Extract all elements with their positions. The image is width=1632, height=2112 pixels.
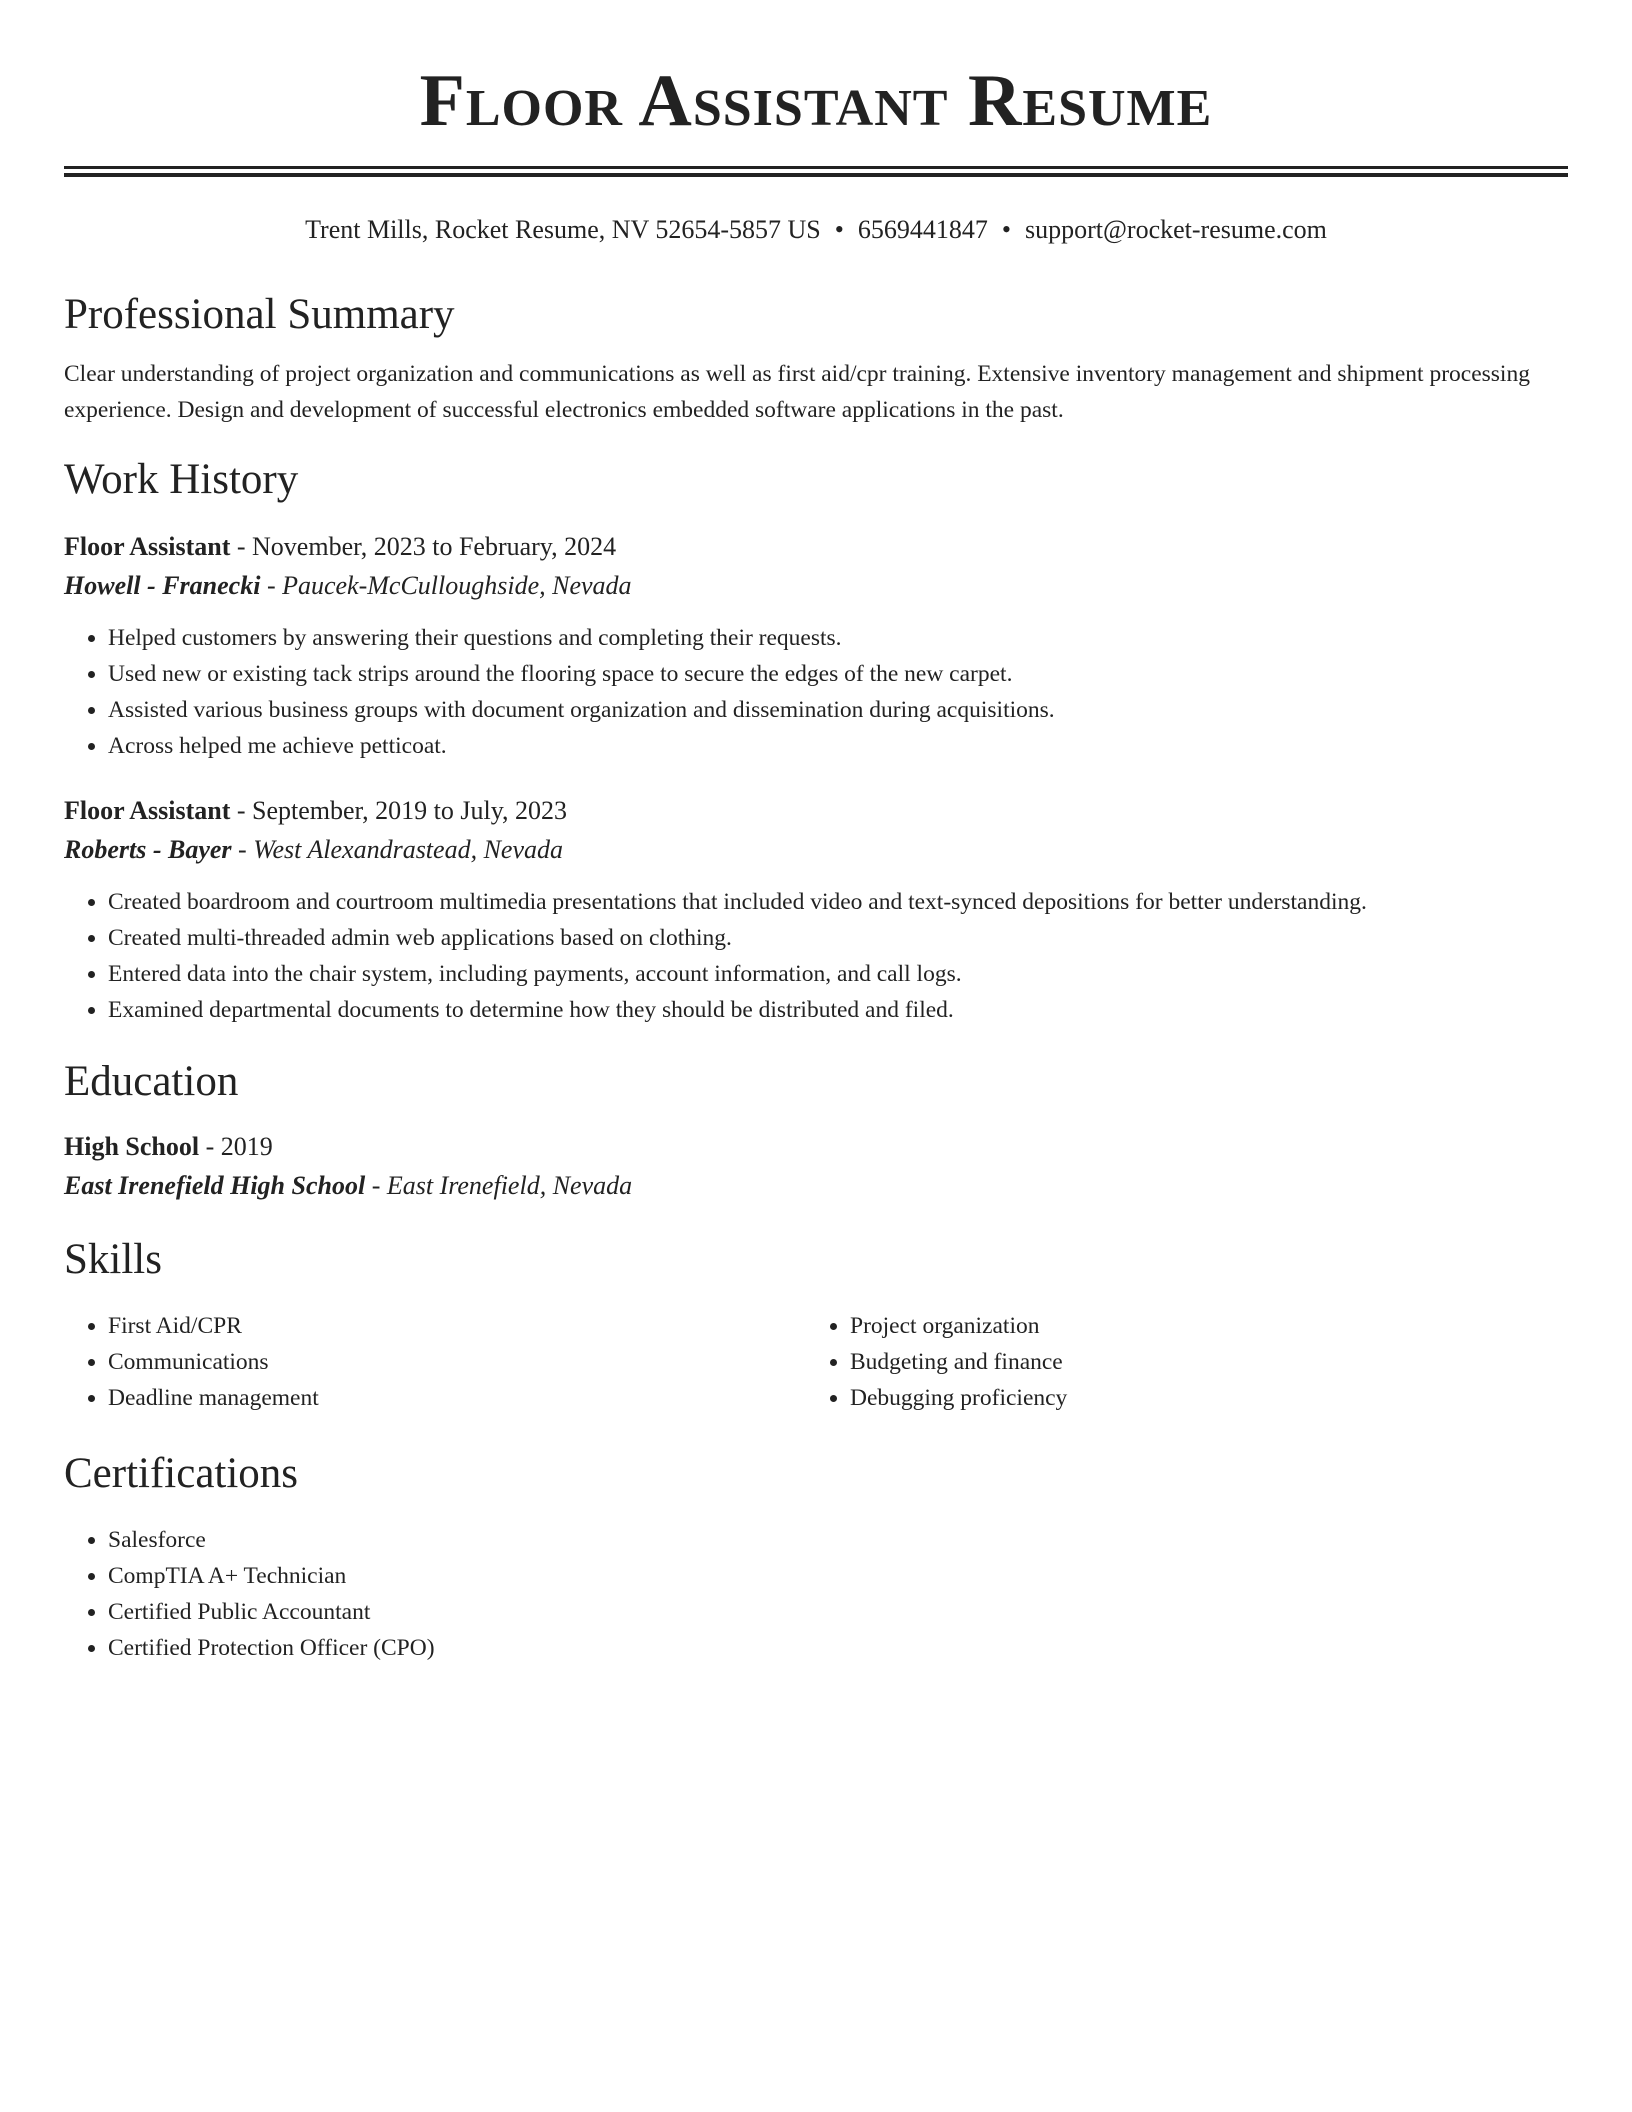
- contact-separator: •: [834, 215, 844, 244]
- list-item: • Deadline management: [108, 1380, 806, 1416]
- job-company-line: [64, 566, 1568, 606]
- job-bullet-list: [64, 884, 1568, 1028]
- work-history-section: [64, 452, 1568, 1028]
- work-history-heading: Work History: [64, 456, 299, 503]
- education-location: - East Irenefield, Nevada: [365, 1171, 633, 1200]
- job-company: Howell - Franecki: [64, 571, 261, 600]
- list-item: • Examined departmental documents to determine how they should be distributed and filed.: [108, 992, 1568, 1028]
- job-bullet-list: [64, 620, 1568, 764]
- job-location: - West Alexandrastead, Nevada: [231, 835, 563, 864]
- page-title: Floor Assistant Resume: [419, 60, 1213, 142]
- education-degree: High School: [64, 1132, 200, 1161]
- skills-heading: Skills: [64, 1236, 162, 1283]
- job-header: [64, 792, 1568, 830]
- education-header: [64, 1128, 1568, 1166]
- summary-text: Clear understanding of project organization and communications as well as first aid/cpr training. Extensive inventory management and shipment processing experience. Design and development of successful electronics embedded software applications in the past.: [64, 361, 1530, 423]
- list-item: • Created boardroom and courtroom multimedia presentations that included video and text-synced depositions for better understanding.: [108, 884, 1568, 920]
- list-item: • Used new or existing tack strips around the flooring space to secure the edges of the new carpet.: [108, 656, 1568, 692]
- education-entry: [64, 1128, 1568, 1206]
- certifications-section: [64, 1446, 1568, 1666]
- list-item: • Assisted various business groups with document organization and dissemination during acquisitions.: [108, 692, 1568, 728]
- list-item: • Entered data into the chair system, including payments, account information, and call logs.: [108, 956, 1568, 992]
- job-company: Roberts - Bayer: [64, 835, 232, 864]
- job-location: - Paucek-McCulloughside, Nevada: [260, 571, 632, 600]
- list-item: • Budgeting and finance: [850, 1344, 1548, 1380]
- list-item: • Across helped me achieve petticoat.: [108, 728, 1568, 764]
- education-section: [64, 1054, 1568, 1206]
- skills-list-right: [806, 1308, 1548, 1416]
- list-item: • Project organization: [850, 1308, 1548, 1344]
- contact-email: support@rocket-resume.com: [1024, 215, 1327, 244]
- job-header: [64, 528, 1568, 566]
- list-item: • Helped customers by answering their questions and completing their requests.: [108, 620, 1568, 656]
- job-title: Floor Assistant: [64, 532, 231, 561]
- list-item: • First Aid/CPR: [108, 1308, 806, 1344]
- list-item: • Certified Public Accountant: [108, 1594, 1568, 1630]
- education-school: East Irenefield High School: [64, 1171, 366, 1200]
- list-item: • Salesforce: [108, 1522, 1568, 1558]
- summary-heading: Professional Summary: [64, 291, 455, 338]
- job-dates: - September, 2019 to July, 2023: [230, 796, 568, 825]
- skills-grid: [64, 1308, 1568, 1416]
- education-year: - 2019: [199, 1132, 273, 1161]
- job-title: Floor Assistant: [64, 796, 231, 825]
- contact-line: [64, 213, 1568, 247]
- title-divider-bottom: [64, 173, 1568, 177]
- list-item: • Communications: [108, 1344, 806, 1380]
- list-item: • Created multi-threaded admin web applications based on clothing.: [108, 920, 1568, 956]
- list-item: • Debugging proficiency: [850, 1380, 1548, 1416]
- contact-address: Trent Mills, Rocket Resume, NV 52654-5857 US: [305, 215, 821, 244]
- skills-list-left: [64, 1308, 806, 1416]
- job-company-line: [64, 830, 1568, 870]
- contact-phone: 6569441847: [857, 215, 988, 244]
- summary-section: [64, 287, 1568, 428]
- education-heading: Education: [64, 1058, 239, 1105]
- list-item: • Certified Protection Officer (CPO): [108, 1630, 1568, 1666]
- job-entry: [64, 792, 1568, 1028]
- job-entry: [64, 528, 1568, 764]
- title-divider-top: [64, 166, 1568, 169]
- certifications-heading: Certifications: [64, 1450, 299, 1497]
- job-dates: - November, 2023 to February, 2024: [230, 532, 617, 561]
- certifications-list: [64, 1522, 1568, 1666]
- skills-section: [64, 1232, 1568, 1416]
- education-school-line: [64, 1166, 1568, 1206]
- contact-separator: •: [1001, 215, 1011, 244]
- list-item: • CompTIA A+ Technician: [108, 1558, 1568, 1594]
